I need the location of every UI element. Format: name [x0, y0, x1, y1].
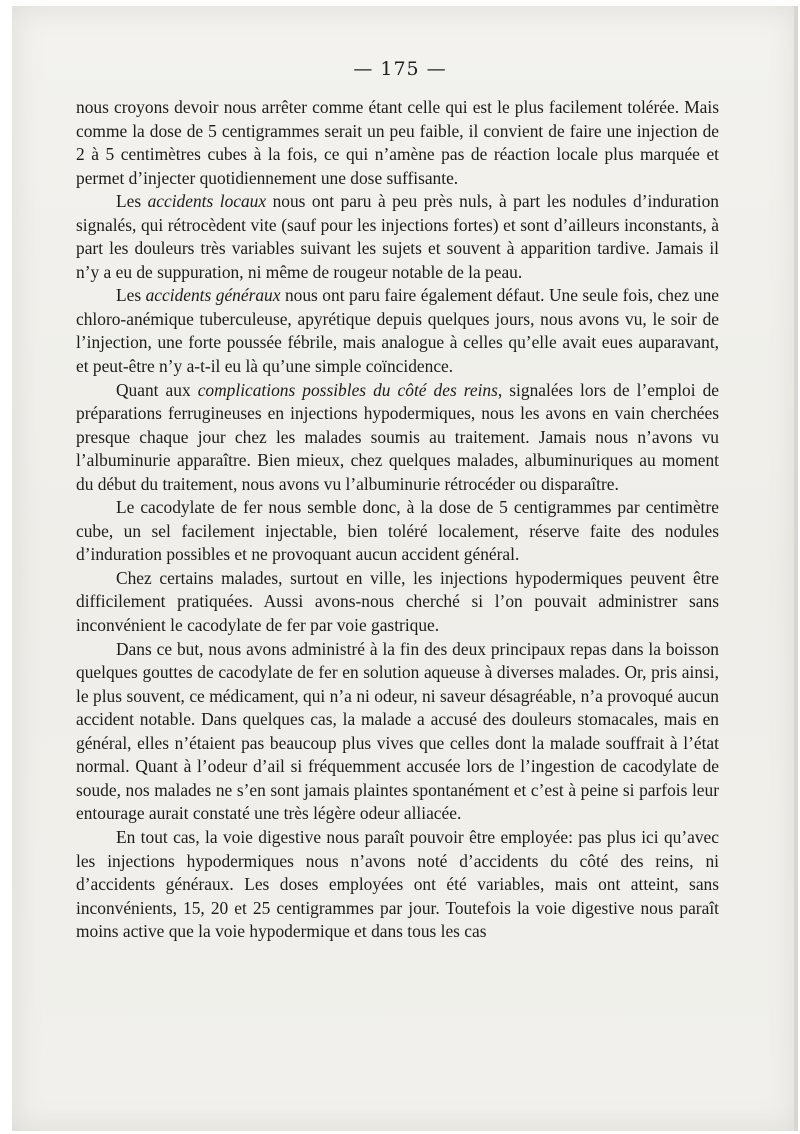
paragraph: [76, 496, 719, 567]
text-run: Les: [116, 285, 146, 306]
page-number: — 175 —: [353, 58, 447, 80]
text-run: Les: [116, 191, 148, 212]
text-run: , signalées lors de l’emploi de préparations ferrugineuses en injections hypodermiques, nous les avons en vain cherchées presque chaque jour chez les malades soumis au traitement. Jamais nous n’avons vu l’albuminurie apparaître. Bien mieux, chez quelques malades, albuminuriques au moment du début du traitement, nous avons vu l’albuminurie rétrocéder ou disparaître.: [76, 379, 720, 494]
paragraph: [76, 826, 719, 944]
paragraph: [76, 96, 719, 190]
paragraph: [76, 567, 719, 638]
italic-text: complications possibles du côté des reins: [197, 379, 498, 400]
paragraph: [76, 190, 719, 284]
text-run: nous ont paru à peu près nuls, à part les nodules d’induration signalés, qui rétrocèdent vite (sauf pour les injections fortes) et sont d’ailleurs inconstants, à part les douleurs très variables suivant les sujets et souvent à apparition tardive. Jamais il n’y a eu de suppuration, ni même de rougeur notable de la peau.: [76, 191, 719, 282]
paragraph: [76, 379, 719, 497]
text-run: Quant aux: [116, 379, 198, 400]
paragraph: [76, 284, 719, 378]
sheet-edge: [794, 6, 798, 1131]
italic-text: accidents généraux: [145, 285, 281, 306]
text-run: En tout cas, la voie digestive nous paraît pouvoir être employée: pas plus ici qu’avec les injections hypodermiques nous n’avons noté d’accidents du côté des reins, ni d’accidents généraux. Les doses employées ont été variables, mais ont atteint, sans inconvénients, 15, 20 et 25 centigrammes par jour. Toutefois la voie digestive nous paraît moins active que la voie hypodermique et dans tous les cas: [76, 826, 719, 942]
paragraph: [76, 638, 719, 826]
text-run: nous croyons devoir nous arrêter comme étant celle qui est le plus facilement tolérée. Mais comme la dose de 5 centigrammes serait un peu faible, il convient de faire une injection de 2 à 5 centimètres cubes à la fois, ce qui n’amène pas de réaction locale plus marquée et permet d’injecter quotidiennement une dose suffisante.: [76, 97, 719, 188]
text-run: Le cacodylate de fer nous semble donc, à la dose de 5 centigrammes par centimètre cube, un sel facilement injectable, bien toléré localement, réserve faite des nodules d’induration possibles et ne provoquant aucun accident général.: [76, 497, 719, 565]
text-run: nous ont paru faire également défaut. Une seule fois, chez une chloro-anémique tuberculeuse, apyrétique depuis quelques jours, nous avons vu, le soir de l’injection, une forte poussée fébrile, mais analogue à celles qu’elle avait eues auparavant, et peut-être n’y a-t-il eu là qu’une simple coïncidence.: [76, 285, 719, 377]
italic-text: accidents locaux: [147, 191, 267, 212]
body-text: [76, 96, 719, 944]
text-run: Dans ce but, nous avons administré à la fin des deux principaux repas dans la boisson quelques gouttes de cacodylate de fer en solution aqueuse à diverses malades. Or, pris ainsi, le plus souvent, ce médicament, qui n’a ni odeur, ni saveur désagréable, n’a provoqué aucun accident notable. Dans quelques cas, la malade a accusé des douleurs stomacales, mais en général, elles n’étaient pas beaucoup plus vives que celles dont la malade souffrait à l’état normal. Quant à l’odeur d’ail si fréquemment accusée lors de l’ingestion de cacodylate de soude, nos malades ne s’en sont jamais plaintes spontanément et c’est à peine si parfois leur entourage aurait constaté une très légère odeur alliacée.: [76, 638, 719, 824]
text-run: Chez certains malades, surtout en ville, les injections hypodermiques peuvent être difficilement pratiquées. Aussi avons-nous cherché si l’on pouvait administrer sans inconvénient le cacodylate de fer par voie gastrique.: [76, 567, 719, 636]
